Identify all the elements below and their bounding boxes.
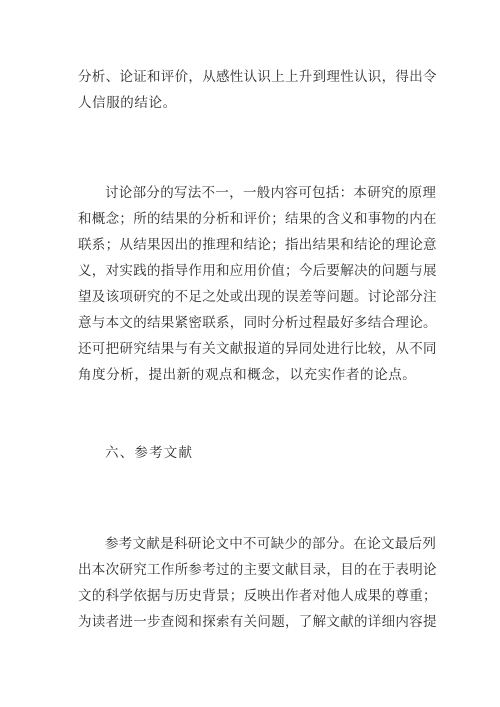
paragraph-2-line-5: 望及该项研究的不足之处或出现的误差等问题。讨论部分注 <box>78 289 437 305</box>
paragraph-3-line-4: 为读者进一步查阅和探索有关问题，了解文献的详细内容提 <box>78 614 437 630</box>
section-heading: 六、参考文献 <box>105 445 194 461</box>
paragraph-2-line-1: 讨论部分的写法不一，一般内容可包括：本研究的原理 <box>105 185 437 201</box>
paragraph-2-line-6: 意与本文的结果紧密联系，同时分析过程最好多结合理论。 <box>78 315 437 331</box>
paragraph-3-line-1: 参考文献是科研论文中不可缺少的部分。在论文最后列 <box>105 536 437 552</box>
paragraph-3-line-2: 出本次研究工作所参考过的主要文献目录，目的在于表明论 <box>78 562 437 578</box>
paragraph-1-line-2: 人信服的结论。 <box>78 95 177 111</box>
paragraph-2-line-3: 联系；从结果因出的推理和结论；指出结果和结论的理论意 <box>78 237 437 253</box>
paragraph-2-line-2: 和概念；所的结果的分析和评价；结果的含义和事物的内在 <box>78 211 437 227</box>
paragraph-2-line-7: 还可把研究结果与有关文献报道的异同处进行比较，从不同 <box>78 341 437 357</box>
paragraph-1-line-1: 分析、论证和评价，从感性认识上上升到理性认识，得出令 <box>78 69 437 85</box>
paragraph-2-line-8: 角度分析，提出新的观点和概念，以充实作者的论点。 <box>78 367 417 383</box>
paragraph-3-line-3: 文的科学依据与历史背景；反映出作者对他人成果的尊重； <box>78 588 437 604</box>
paragraph-2-line-4: 义，对实践的指导作用和应用价值；今后要解决的问题与展 <box>78 263 437 279</box>
